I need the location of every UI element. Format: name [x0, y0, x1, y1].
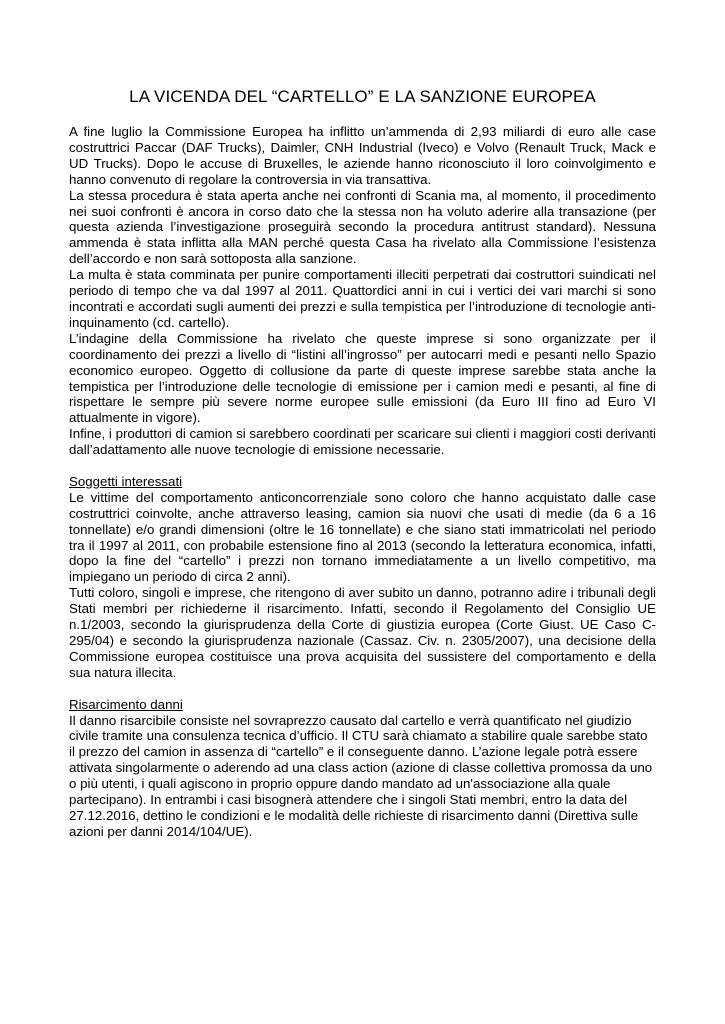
section-spacer — [69, 681, 656, 697]
soggetti-paragraph-1: Le vittime del comportamento anticoncorrenziale sono coloro che hanno acquistato dalle case costruttrici coinvolte, anche attraverso leasing, camion sia nuovi che usati di medie (da 6 a 16 tonnellate) e/o grandi dimensioni (oltre le 16 tonnellate) e che siano stati immatricolati nel periodo tra il 1997 al 2011, con probabile estensione fino al 2013 (secondo la letteratura economica, infatti, dopo la fine del “cartello” i prezzi non tornano immediatamente a un livello competitivo, ma impiegano un periodo di circa 2 anni). — [69, 489, 656, 585]
intro-paragraph-3: La multa è stata comminata per punire comportamenti illeciti perpetrati dai costruttori suindicati nel periodo di tempo che va dal 1997 al 2011. Quattordici anni in cui i vertici dei vari marchi si sono incontrati e accordati sugli aumenti dei prezzi e sulla tempistica per l’introduzione di tecnologie anti-inquinamento (cd. cartello). — [69, 267, 656, 330]
section-heading-risarcimento: Risarcimento danni — [69, 696, 183, 712]
intro-paragraph-2: La stessa procedura è stata aperta anche nei confronti di Scania ma, al momento, il procedimento nei suoi confronti è ancora in corso dato che la stessa non ha voluto aderire alla transazione (per questa azienda l’investigazione proseguirà secondo la procedura antitrust standard). Nessuna ammenda è stata inflitta alla MAN perché questa Casa ha rivelato alla Commissione l’esistenza dell’accordo e non sarà sottoposta alla sanzione. — [69, 187, 656, 267]
section-heading-soggetti: Soggetti interessati — [69, 473, 183, 489]
intro-paragraph-4: L’indagine della Commissione ha rivelato che queste imprese si sono organizzate per il coordinamento dei prezzi a livello di “listini all’ingrosso” per autocarri medi e pesanti nello Spazio economico europeo. Oggetto di collusione da parte di queste imprese sarebbe stata anche la tempistica per l’introduzione delle tecnologie di emissione per i camion medi e pesanti, al fine di rispettare le sempre più severe norme europee sulle emissioni (da Euro III fino ad Euro VI attualmente in vigore). — [69, 330, 656, 426]
document-body — [69, 124, 656, 840]
intro-paragraph-1: A fine luglio la Commissione Europea ha inflitto un’ammenda di 2,93 miliardi di euro alle case costruttrici Paccar (DAF Trucks), Daimler, CNH Industrial (Iveco) e Volvo (Renault Truck, Mack e UD Trucks). Dopo le accuse di Bruxelles, le aziende hanno riconosciuto il loro coinvolgimento e hanno convenuto di regolare la controversia in via transattiva. — [69, 124, 656, 187]
intro-paragraph-5: Infine, i produttori di camion si sarebbero coordinati per scaricare sui clienti i maggiori costi derivanti dall’adattamento alle nuove tecnologie di emissione necessarie. — [69, 426, 656, 458]
section-spacer — [69, 458, 656, 474]
soggetti-paragraph-2: Tutti coloro, singoli e imprese, che ritengono di aver subito un danno, potranno adire i tribunali degli Stati membri per richiederne il risarcimento. Infatti, secondo il Regolamento del Consiglio UE n.1/2003, secondo la giurisprudenza della Corte di giustizia europea (Corte Giust. UE Caso C-295/04) e secondo la giurisprudenza nazionale (Cassaz. Civ. n. 2305/2007), una decisione della Commissione europea costituisce una prova acquisita del sussistere del comportamento e della sua natura illecita. — [69, 585, 656, 680]
document-title: LA VICENDA DEL “CARTELLO” E LA SANZIONE EUROPEA — [129, 87, 596, 106]
risarcimento-paragraph-1: Il danno risarcibile consiste nel sovraprezzo causato dal cartello e verrà quantificato nel giudizio civile tramite una consulenza tecnica d’ufficio. Il CTU sarà chiamato a stabilire quale sarebbe stato il prezzo del camion in assenza di “cartello” e il conseguente danno. L’azione legale potrà essere attivata singolarmente o aderendo ad una class action (azione di classe collettiva promossa da uno o più utenti, i quali agiscono in proprio oppure dando mandato ad un'associazione alla quale partecipano). In entrambi i casi bisognerà attendere che i singoli Stati membri, entro la data del 27.12.2016, dettino le condizioni e le modalità delle richieste di risarcimento danni (Direttiva sulle azioni per danni 2014/104/UE). — [69, 712, 653, 839]
